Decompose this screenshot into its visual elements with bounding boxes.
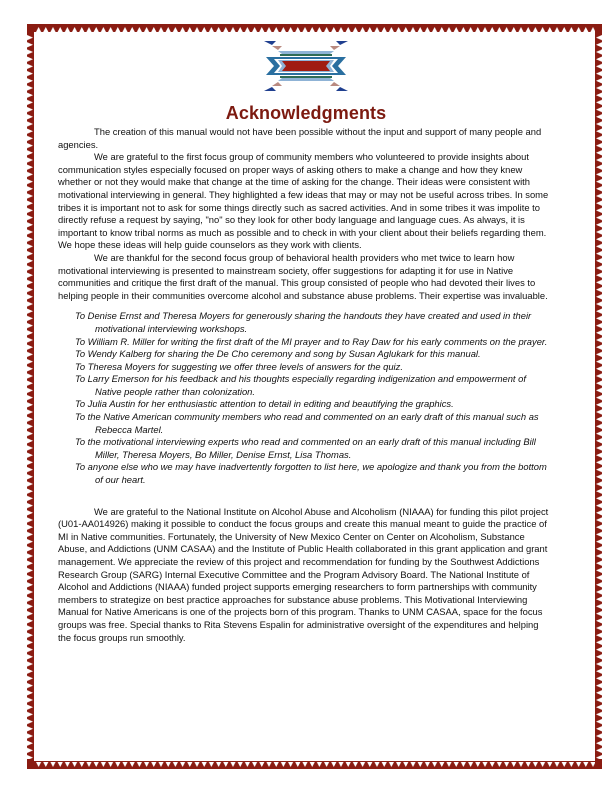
thanks-item: To Julia Austin for her enthusiastic attention to detail in editing and beautifying the graphics. [75, 398, 454, 410]
border-teeth-top-icon [35, 25, 595, 33]
border-teeth-bottom-icon [35, 761, 595, 769]
thanks-item: To William R. Miller for writing the first draft of the MI prayer and to Ray Daw for his early comments on the prayer. [75, 335, 548, 347]
intro-paragraph: We are grateful to the first focus group of community members who volunteered to provide insights about communication styles especially focused on proper ways of asking others to make a change and how they knew whether or not they would make that change at the time of asking for the change. Their ideas were consistent with motivational interviewing in general. They highlighted a few ideas that may or may not be useful across tribes. In some tribes it is important not to ask for some things directly such as sacred activities. And in some tribes it was impolite to directly refuse a request by saying, "no" so they look for other body language and language cues. As always, it is important to know tribal norms as much as possible and to check in with your client about their beliefs regarding them. We hope these ideas will help guide counselors as they work with clients. [58, 151, 549, 251]
thanks-item: To Denise Ernst and Theresa Moyers for generously sharing the handouts they have created and used in their motivational interviewing workshops. [75, 310, 532, 334]
intro-paragraph: The creation of this manual would not have been possible without the input and support of many people and agencies. [58, 126, 542, 150]
page-title: Acknowledgments [225, 103, 387, 123]
intro-paragraph: We are thankful for the second focus group of behavioral health providers who met twice to learn how motivational interviewing is presented to mainstream society, offer suggestions for adapting it for use in Native communities and critique the first draft of the manual. This group consisted of people who had devoted their lives to helping people in their communities overcome alcohol and substance abuse problems. Their expertise was invaluable. [58, 251, 548, 301]
thanks-item: To the motivational interviewing experts who read and commented on an early draft of this manual including Bill Miller, Theresa Moyers, Bo Miller, Denise Ernst, Lisa Thomas. [75, 436, 536, 460]
border-teeth-left-icon [27, 34, 34, 759]
thanks-item: To Wendy Kalberg for sharing the De Cho ceremony and song by Susan Aglukark for this manual. [75, 348, 481, 360]
thanks-item: To Larry Emerson for his feedback and his thoughts especially regarding indigenization and empowerment of Native people rather than colonization. [75, 373, 526, 397]
thanks-item: To the Native American community members who read and commented on an early draft of this manual such as Rebecca Martel. [75, 411, 539, 435]
funding-paragraph: We are grateful to the National Institute on Alcohol Abuse and Alcoholism (NIAAA) for funding this pilot project (U01-AA014926) making it possible to conduct the focus groups and create this manual meant to guide the practice of MI in Native communities. Fortunately, the University of New Mexico Center on Center on Alcoholism, Substance Abuse, and Addictions (UNM CASAA) and the Institute of Public Health collaborated in this grant application and grant management. We appreciate the review of this project and recommendation for funding by the Southwest Addictions Research Group (SARG) Internal Executive Committee and the Program Advisory Board. The National Institute of Alcohol and Addictions (NIAAA) funded project supports emerging researchers to form partnerships with community members to strategize on best practice approaches for substance abuse problems. This Motivational Interviewing Manual for Native Americans is one of the projects born of this program. Thanks to UNM CASAA, space for the focus groups was free. Special thanks to Rita Stevens Espalin for administrative oversight of the expenditures and helping the focus groups run smoothly. [58, 505, 549, 643]
document-body [58, 126, 552, 644]
thanks-list [75, 310, 552, 486]
native-pattern-emblem-icon [262, 40, 350, 92]
thanks-item: To Theresa Moyers for suggesting we offer three levels of answers for the quiz. [75, 360, 403, 372]
thanks-item: To anyone else who we may have inadvertently forgotten to list here, we apologize and thank you from the bottom of our heart. [75, 461, 547, 486]
border-teeth-right-icon [595, 34, 602, 759]
